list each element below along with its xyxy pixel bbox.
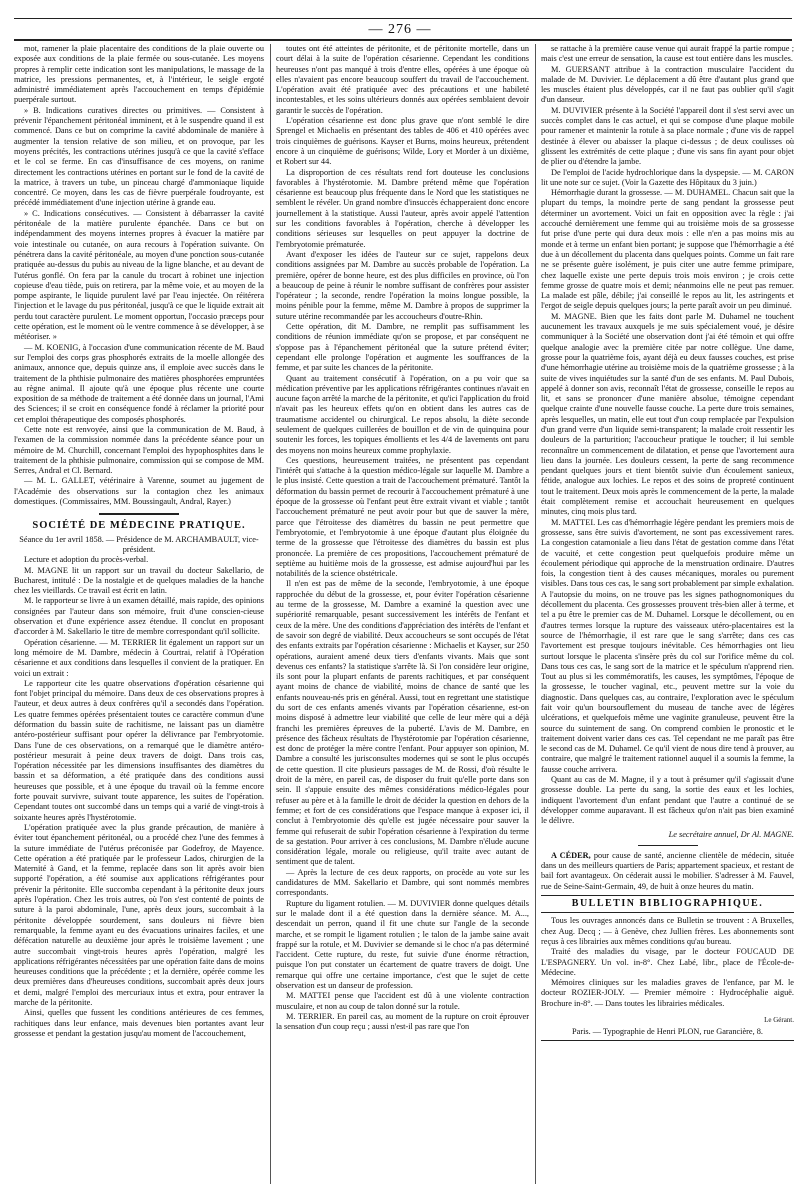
paragraph: M. le rapporteur se livre à un examen détaillé, mais rapide, des opinions consignées par l'auteur dans son mémoire, fruit d'une conscien-cieuse observation et d'une expérience assez étendue. Il conclut en proposant d'accorder à M. Sakellario le titre de membre correspondant qu'il sollicite.	[14, 596, 264, 637]
paragraph: La disproportion de ces résultats rend fort douteuse les conclusions favorables à l'hystérotomie. M. Dambre prétend même que l'opération césarienne est beaucoup plus fréquente dans le Nord que les statistiques ne semblent le révéler. Un grand nombre d'insuccès échapperaient donc encore journellement à la statistique. Aussi l'auteur, après avoir appelé l'attention sur les conditions favorables à l'opération, cherche à développer les conditions sérieuses sur lesquelles on peut appuyer la doctrine de l'embryotomie prématurée.	[276, 167, 529, 249]
paragraph: mot, ramener la plaie placentaire des conditions de la plaie ouverte ou exposée aux conditions de la plaie fermée ou sous-cutanée. Les moyens propres à remplir cette indication sont les manipulations, le massage de la matrice, les pressions permanentes, et, à l'intérieur, le seigle ergoté administré immédiatement après l'accouchement en temps d'épidémie puerpérale surtout.	[14, 44, 264, 105]
paragraph: Il n'en est pas de même de la seconde, l'embryotomie, à une époque rapprochée du début de la grossesse, et, pour éviter l'opération césarienne au terme de la grossesse, M. Dambre a examiné la question avec une supériorité remarquable, pesant successivement les intérêts de l'enfant et ceux de la mère. Une des conditions d'appréciation des intérêts de l'enfant et de savoir son degré de viabilité. Deux accoucheurs se sont occupés de l'état des enfants extraits par l'opération césarienne : Michaelis et Kayser, sur 250 opérations, auraient amené deux tiers d'enfants vivants. Mais que sont devenus ces enfants? la statistique s'arrête là. Si l'on considère leur origine, ils sont pour la plupart enfants de parents rachitiques, et par conséquent ayant moins de chance de viabilité, moins de chance de santé que les enfants nouveau-nés pris en général. Aussi, tout en regrettant une statistique du sort de ces enfants amenés vivants par l'opération césarienne, est-on moins disposé à admettre leur viabilité que celle de leur mère qui a déjà franchi les premières épreuves de la puberté. L'avis de M. Dambre, en présence des fâcheux résultats de l'hystérotomie par l'opération césarienne, est donc de protéger la mère contre l'enfant. Pour appuyer son opinion, M. Dambre a consulté les jurisconsultes modernes qui se sont le plus occupés de cette question. Il cite plusieurs passages de M. de Rossi, d'où résulte le droit de la mère, en pareil cas, de disposer du fruit qu'elle porte dans son sein. Il s'appuie ensuite des mêmes considérations médico-légales pour refuser au père et à la famille le droit de décider la question en dehors de la femme; et fort de ces considérations que l'espace manque à exposer ici, il conclut à l'embryotomie dès qu'elle est jugée nécessaire pour sauver la femme qui refuserait de subir l'opération césarienne à l'expiration du terme de sa gestation. Pour arriver à ces conclusions, M. Dambre n'élude aucune considération légale, morale ou religieuse, qu'il traite avec autant de sentiment que de talent.	[276, 579, 529, 867]
paragraph: Lecture et adoption du procès-verbal.	[24, 555, 149, 565]
paragraph: M. MAGNE lit un rapport sur un travail du docteur Sakellario, de Bucharest, intitulé : De la nostalgie et de quelques maladies de la hanche chez les vieillards. Ce travail est écrit en latin.	[14, 565, 264, 596]
paragraph: se rattache à la première cause venue qui aurait frappé la partie rompue ; mais c'est une erreur de sensation, la cause est tout entière dans les muscles.	[541, 44, 794, 64]
paragraph: M. MATTEI. Les cas d'hémorrhagie légère pendant les premiers mois de grossesse, sans être suivis d'avortement, ne sont pas excessivement rares. La congestion catamoniale a lieu dans l'état de gestation comme dans l'état de vacuité, et cette congestion peut quelquefois produire même un écoulement périodique qui approche de la menstruation ordinaire. D'autres fois, la congestion tient à des causes mécaniques, morales ou purement visibles. Dans tous ces cas, le sang sort probablement par simple exhalation. A l'autopsie du moins, on ne trouve pas les signes pathognomoniques du décollement du placenta. Ces grossesses prouvent très-bien aller à terme, et tel a pu être le premier cas de M. Duhamel. Lorsque le décollement, ou en d'autres termes lorsque la rupture des vaisseaux utéro-placentaires est la source de l'hémorrhagie, il est rare que le sang s'arrête; dans ces cas l'avortement est presque toujours inévitable. Ces hémorrhagies ont lieu surtout lorsque le placenta s'insère près du col sur l'orifice même du col. Dans tous ces cas, le sang sort de la matrice et le spéculum n'apprend rien. Tout au plus si les commémoratifs, les causes, les symptômes, l'époque de la grossesse, le toucher vaginal, etc., peuvent mettre sur la voie du diagnostic. Dans quelques cas, au contraire, l'exploration avec le spéculum fait voir qu'un boursouflement du museau de tanche avec de légères ulcérations, et quelquefois même une vaginite granuleuse, peuvent être la source du suintement de sang. On comprend combien le pronostic et le traitement doivent varier dans ces cas. Tel cependant ne me paraît pas être le second cas de M. Duhamel. Ce qu'il vient de nous dire tend à prouver, au contraire, que malgré le traitement rationnel auquel il a soumis la femme, la fausse couche arrivera.	[541, 517, 794, 774]
paragraph: M. MATTEI pense que l'accident est dû à une violente contraction musculaire, et non au coup de talon donné sur la rotule.	[276, 991, 529, 1011]
paragraph: Cette note est renvoyée, ainsi que la communication de M. Baud, à l'examen de la commission nommée dans la précédente séance pour un mémoire de M. Churchill, concernant l'emploi des hypophosphites dans le traitement de la phthisie pulmonaire, commission qui se compose de MM. Serres, Andral et Cl. Bernard.	[14, 424, 264, 476]
bulletin-title: BULLETIN BIBLIOGRAPHIQUE.	[571, 898, 764, 910]
paragraph: Ces questions, heureusement traitées, ne présentent pas cependant l'intérêt qui s'attache à la question médico-légale sur laquelle M. Dambre a le plus insisté. Cette question a trait de l'accouchement prématuré. Tantôt la déformation du bassin permet de recourir à l'accouchement prématuré à une époque de la grossesse où l'enfant peut être extrait vivant et viable ; tantôt l'accouchement prématuré ne peut avoir pour but que de sauver la mère, parce que l'étroitesse des diamètres du bassin ne peut permettre que l'embryotomie, et l'embryotomie à une époque d'autant plus éloignée du terme de la grossesse que l'étroitesse des diamètres du bassin est plus prononcée. La première de ces propositions, l'accouchement prématuré de septième au huitième mois de la grossesse, est admise aujourd'hui par les notabilités de la science obstétricale.	[276, 455, 529, 579]
paragraph: M. DUVIVIER présente à la Société l'appareil dont il s'est servi avec un succès complet dans le cas actuel, et qui se compose d'une plaque mobile pour ramener et maintenir la rotule à sa place normale ; d'une vis de rappel destinée à élever ou abaisser la plaque ci-dessus ; de deux coulisses où glissent les extrémités de cette plaque ; d'une vis sans fin ayant pour objet de plier ou d'étendre la jambe.	[541, 105, 794, 167]
column-1	[14, 44, 264, 1184]
bulletin-rule	[541, 912, 794, 913]
secretary-signature: Le secrétaire annuel, Dr Al. MAGNE.	[668, 829, 794, 839]
paragraph: M. TERRIER. En pareil cas, au moment de la rupture on croit éprouver la sensation d'un coup reçu ; aussi n'est-il pas rare que l'on	[276, 1011, 529, 1032]
column-3	[541, 44, 794, 1184]
session-line: Séance du 1er avril 1858. — Présidence de M. ARCHAMBAULT, vice-président.	[19, 534, 259, 554]
section-divider	[99, 513, 179, 515]
paragraph: Cette opération, dit M. Dambre, ne remplit pas suffisamment les conditions de réunion immédiate qu'on se propose, et par conséquent ne s'oppose pas à l'épanchement péritonéal que la suture prétend éviter; cependant elle prolonge l'opération et augmente les souffrances de la femme, et par suite les chances de la péritonite.	[276, 322, 529, 373]
section-divider	[638, 845, 698, 846]
paragraph: Quant au traitement consécutif à l'opération, on a pu voir que sa médication préventive par les applications réfrigérantes continues n'avait en aucune façon arrêté la marche de la péritonite, et qu'ici l'application du froid n'avait pas les heureux effets qu'on en obtient dans les autres cas de traumatisme accidentel ou chirurgical. Le repos absolu, la diète seconde seulement de quelques cuillerées de bouillon et de vin de quinquina pour soutenir les forces, les topiques émollients et les 4/4 de lavements ont paru des moyens non moins heureux comme prophylaxie.	[276, 373, 529, 455]
bulletin-item: Mémoires cliniques sur les maladies graves de l'enfance, par M. le docteur ROZIER-JOLY. — Premier mémoire : Hydrocéphalie aiguë. Brochure in-8°. — Dans toutes les librairies médicales.	[541, 978, 794, 1008]
advertisement-text: pour cause de santé, ancienne clientèle de médecin, située dans un des meilleurs quartiers de Paris; appartement spacieux, et restant de bail fort avantageux. On céderait aussi le mobilier. S'adresser à M. Fauvel, rue de Seine-Saint-Germain, 49, de huit à onze heures du matin.	[541, 850, 794, 891]
paragraph: Avant d'exposer les idées de l'auteur sur ce sujet, rappelons deux conditions assignées par M. Dambre au succès probable de l'opération. La première, opérer de bonne heure, est des plus difficiles en province, où l'on a beaucoup de peine à réunir le nombre suffisant de confrères pour assister l'opérateur ; la seconde, rendre l'opération la moins longue possible, la moins pénible pour la femme, même M. Dambre à propos de supprimer la suture utérine recommandée par les accoucheurs d'outre-Rhin.	[276, 249, 529, 321]
paragraph: M. MAGNE. Bien que les faits dont parle M. Duhamel ne touchent aucunement les travaux auxquels je me suis spécialement voué, je désire communiquer à la Société une observation dont j'ai été témoin et qui offre quelque analogie avec la première citée par notre collègue. Une dame, grosse pour la quatrième fois, ayant déjà eu deux fausses couches, est prise d'une hémorrhagie utérine au troisième mois de la quatrième grossesse ; à la suite de vives inquiétudes sur la santé d'un de ses enfants. M. Paul Dubois, appelé à donner son avis, reconnaît l'état de grossesse, conseille le repos au lit, et sans se prononcer d'une manière absolue, témoigne cependant quelque crainte d'une nouvelle fausse couche. La perte dure trois semaines, après lesquelles, un matin, elle eut tout d'un coup remplacée par l'expulsion d'un grand verre d'un liquide semi-transparent; la malade croit ressentir les douleurs de la parturition; l'accoucheur pratique le toucher; il lui semble reconnaître un commencement de dilatation, et pense que l'avortement aura lieu dans la journée. Les douleurs cessent, la perte de sang recommence pendant quelques jours et tient bientôt suivie d'un écoulement sanieux, fétide, analogue aux lochies. Le repos et des soins de propreté continuent tout le traitement. Deux mois après le commencement de la perte, la malade était complètement remise et accouchait heureusement en quelques minutes, cinq mois plus tard.	[541, 311, 794, 517]
column-separator	[270, 44, 271, 1184]
paragraph: Hémorrhagie durant la grossesse. — M. DUHAMEL. Chacun sait que la plupart du temps, la moindre perte de sang pendant la grossesse peut déterminer un avortement. Voici un fait en opposition avec la règle : j'ai accouché dernièrement une femme qui au troisième mois de sa grossesse fut prise d'une perte qui dura deux mois : elle n'en a pas moins mis au monde et à terme un enfant bien portant; je suppose que l'hémorrhagie a été due à un décollement du placenta dans quelques points. Comme un fait rare ne se présente guère isolément, je puis citer une autre femme primipare, chez laquelle existe une perte depuis trois mois environ ; je crois cette femme grosse de quatre mois et demi; néanmoins elle ne peut pas remuer. La malade est pâle, débile; j'ai conseillé le repos au lit, les astringents et l'ergot de seigle depuis quelques jours; la perte paraît avoir un peu diminué.	[541, 188, 794, 311]
page-number: — 276 —	[368, 22, 432, 37]
printer-line: Paris. — Typographie de Henri PLON, rue Garancière, 8.	[572, 1027, 763, 1037]
column-separator	[535, 44, 536, 1184]
columns	[14, 44, 794, 1184]
header-rule-thick	[14, 39, 792, 41]
bulletin-intro: Tous les ouvrages annoncés dans ce Bulletin se trouvent : A Bruxelles, chez Aug. Decq ; — à Genève, chez Jullien frères. Les abonnements sont reçus à ces librairies aux mêmes conditions qu'au bureau.	[541, 916, 794, 946]
society-title: SOCIÉTÉ DE MÉDECINE PRATIQUE.	[32, 520, 246, 532]
paragraph: L'opération césarienne est donc plus grave que n'ont semblé le dire Sprengel et Michaelis en présentant des tables de 406 et 410 opérées avec trois cinquièmes de guérisons. Kayser et Burns, moins heureux, prétendent encore à un cinquième de guérisons; Wilde, Lory et Morder à un dixième, et Robert sur 44.	[276, 116, 529, 167]
paragraph: — M. L. GALLET, vétérinaire à Varenne, soumet au jugement de l'Académie des observations sur la contagion chez les animaux domestiques. (Commissaires, MM. Boussingault, Andral, Rayer.)	[14, 476, 264, 507]
paragraph: toutes ont été atteintes de péritonite, et de péritonite mortelle, dans un court délai à la suite de l'opération césarienne. Cependant les conditions heureuses n'ont pas manqué à trois d'entre elles, opérées à une époque où elles n'avaient pas encore beaucoup souffert du travail de l'accouchement. L'opération avait été pratiquée avec des précautions et une habileté incontestables, et les soins ultérieurs donnés aux opérées semblaient devoir garantir le succès de l'opération.	[276, 44, 529, 115]
bottom-rule	[541, 1040, 794, 1041]
gerant-label: Le Gérant.	[764, 1016, 794, 1025]
header-rule	[14, 18, 792, 19]
paragraph: Ainsi, quelles que fussent les conditions antérieures de ces femmes, rachitiques dans leur enfance, mais devenues bien portantes avant leur grossesse et pendant la gestation jusqu'au moment de l'accouchement,	[14, 1008, 264, 1038]
paragraph: De l'emploi de l'acide hydrochlorique dans la dyspepsie. — M. CARON lit une note sur ce sujet. (Voir la Gazette des Hôpitaux du 3 juin.)	[541, 167, 794, 187]
paragraph: Opération césarienne. — M. TERRIER lit également un rapport sur un long mémoire de M. Dambre, médecin à Courtrai, relatif à l'Opération césarienne et aux conditions dans lesquelles il convient de la pratiquer. En voici un extrait :	[14, 637, 264, 678]
paragraph: Le rapporteur cite les quatre observations d'opération césarienne qui font l'objet principal du mémoire. Dans deux de ces observations propres à l'auteur, et deux autres à deux confrères qu'il a secondés dans l'opération. Les quatre femmes opérées présentaient toutes ce caractère commun d'une déformation du bassin suite de rachitisme, ne laissant pas un diamètre antéro-postérieur suffisant pour opérer la délivrance par l'embryotomie. Dans l'une de ces observations, on a remarqué que le diamètre antéro-postérieur mesurait à peine deux travers de doigt. Dans trois cas, l'opération nécessitée par les dimensions insuffisantes des diamètres du bassin et sa déformation, a été pratiquée dans des conditions aussi heureuses que possible, et à une époque du travail où la femme encore forte pouvait survivre, suivant toute apparence, les suites de l'opération. Cependant toutes ont succombé dans un temps qui a varié de vingt-trois à soixante heures après l'hystérotomie.	[14, 678, 264, 822]
paragraph: — Après la lecture de ces deux rapports, on procède au vote sur les candidatures de MM. Sakellario et Dambre, qui sont nommés membres correspondants.	[276, 867, 529, 898]
paragraph: L'opération pratiquée avec la plus grande précaution, de manière à éviter tout épanchement péritonéal, ou a procédé chez l'une des femmes à la suture immédiate de l'utérus préconisée par Godefroy, de Mayence. Cette opération a été pratiquée par le professeur Lados, chirurgien de la Maternité à Gand, et la femme, replacée dans son lit après avoir bien supporté l'opération, a été soumise aux applications réfrigérantes pour prévenir la péritonite. Elle succomba cependant à la péritonite deux jours après l'opération. Chez les trois autres, où l'on s'est contenté de points de suture à la paroi abdominale, l'une, après deux jours, succombait à la péritonite développée sourdement, sans douleurs ni fièvre bien remarquable, la femme ayant eu des évacuations urinaires faciles, et une défécation naturelle au deuxième jour après le troisième lavement ; une autre succombait vingt-trois heures après l'opération, malgré les applications réfrigérantes nécessitées par une opération faite dans de moins heureuses conditions que la précédente ; et la dernière, opérée comme les deux premières dans d'heureuses conditions, succombait après deux jours et demi, malgré l'emploi des mercuriaux intus et extra, pour entraver la marche de la péritonite.	[14, 822, 264, 1008]
paragraph: » C. Indications consécutives. — Consistent à débarrasser la cavité péritonéale de la matière purulente épanchée. Dans ce but on indépendamment des moyens internes propres à évacuer la matière par voie intestinale ou cutanée, on aura recours à l'opération suivante. On pénétrera dans la cavité péritonéale, au moyen d'une ponction sous-cutanée pratiquée au-dessus du pubis au niveau de la ligne blanche, et au devant de l'utérus gonflé. On fera par la canule du trocart à robinet une injection copieuse d'eau tiède, puis on retirera, par la même voie, et au moyen de la pompe aspirante, le liquide purulent lavé par l'eau injectée. On réitérera l'injection et le lavage du pus péritonéal, jusqu'à ce que le liquide extrait ait perdu tout caractère purulent. Le moment opportun, l'occasio præceps pour cette opération, est le moment où le ventre commence à se développer, à se météoriser. »	[14, 208, 264, 342]
paragraph: M. GUERSANT attribue à la contraction musculaire l'accident du malade de M. Duvivier. Le déplacement a dû être d'autant plus grand que les muscles étaient plus développés, car il ne faut pas oublier qu'il s'agit d'un danseur.	[541, 64, 794, 105]
bulletin-item: Traité des maladies du visage, par le docteur FOUCAUD DE L'ESPAGNERY. Un vol. in-8°. Chez Labé, libr., place de l'École-de-Médecine.	[541, 947, 794, 977]
paragraph: » B. Indications curatives directes ou primitives. — Consistent à prévenir l'épanchement péritonéal imminent, et à le suspendre quand il est commencé. Dans ce but on comprime la cavité abdominale de manière à augmenter la tension relative de son milieu, et on provoque, par les moyens précités, les contractions utérines jusqu'à ce que la cavité s'efface et le col se ferme. En cas d'insuffisance de ces moyens, on ranime directement les contractions utérines en portant sur le fond de la cavité de la matrice, à travers un tube, un pinceau chargé d'ammoniaque liquide concentré. Ce moyen, dans les cas de fièvre puerpérale foudroyante, est précédé immédiatement d'une injection utérine à grande eau.	[14, 105, 264, 208]
advertisement-title: A CÉDER,	[551, 850, 591, 860]
paragraph: Quant au cas de M. Magne, il y a tout à présumer qu'il s'agissait d'une grossesse double. La perte du sang, la sortie des eaux et les lochies, indiquent l'avortement d'un enfant pendant que l'autre a continué de se développer comme auparavant. Il est fâcheux qu'on n'ait pas bien examiné le délivre.	[541, 775, 794, 826]
paragraph: Rupture du ligament rotulien. — M. DUVIVIER donne quelques détails sur le malade dont il a été question dans la dernière séance. M. A..., descendait un perron, quand il fit une chute sur l'angle de la seconde marche, et se rompit le ligament rotulien ; le talon de la jambe saine avait frappé sur la rotule, et M. Duvivier se demande si le choc n'a pas déterminé l'accident. Cette rupture, du reste, fut suivie d'une énorme rétraction, puisque l'on put constater un écartement de quatre travers de doigt. Une remarque qui offre une certaine importance, c'est que le sujet de cette observation est un danseur de profession.	[276, 898, 529, 991]
advertisement	[541, 851, 794, 892]
column-2	[276, 44, 529, 1184]
bulletin-rule	[541, 895, 794, 896]
paragraph: — M. KOENIG, à l'occasion d'une communication récente de M. Baud sur l'emploi des corps gras phosphorés extraits de la moelle allongée des animaux, annonce que, depuis quinze ans, il emploie avec succès dans le traitement de la phthisie pulmonaire des matières phosphorées empruntées au règne animal. Il ajoute qu'à une époque plus récente une courte exposition de sa méthode de traitement a été donnée dans un journal, l'Ami des Sciences; il se croit en conséquence fondé à réclamer la priorité pour cet emploi thérapeutique des composés phosphorés.	[14, 342, 264, 424]
